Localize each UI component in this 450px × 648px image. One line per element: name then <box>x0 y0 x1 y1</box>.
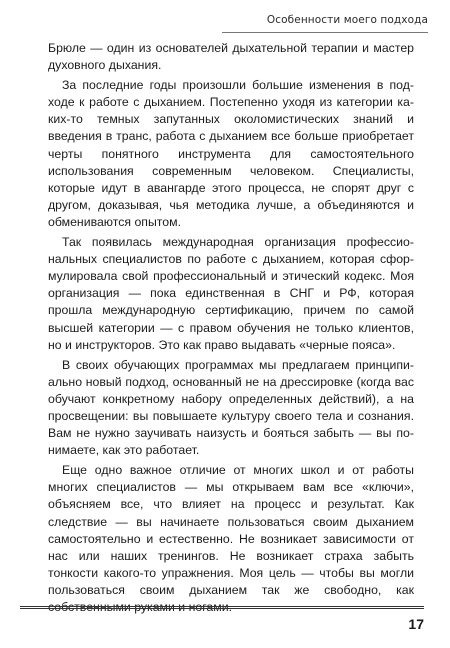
paragraph-3: Так появилась международная организация профессиональных специалистов по работе с дыханием, которая сформулировала свой профессиональный и этический кодекс. Моя организация — пока единственная в СНГ и РФ, которая прошла международную сертификацию, причем по самой высшей категории — с правом обучения не только клиентов, но и инструкторов. Это как право выдавать «черные пояса». <box>48 235 414 352</box>
header-divider <box>222 32 428 33</box>
paragraph-2: За последние годы произошли большие изменения в подходе к работе с дыханием. Постепенно уходя из категории каких-то темных запутанных околомистических знаний и введения в транс, работа с дыханием все больше приобретает черты понятного инструмента для самостоятельного использования современным человеком. Специалисты, которые идут в авангарде этого процесса, не спорят друг с другом, доказывая, чья методика лучше, а объединяются и обмениваются опытом. <box>48 78 414 229</box>
page-number: 17 <box>408 616 424 632</box>
paragraph-4: В своих обучающих программах мы предлагаем принципиально новый подход, основанный не на дрессировке (когда вас обучают конкретному набору определенных действий), а на просвещении: вы повышаете культуру своего тела и сознания. Вам не нужно заучивать наизусть и бояться забыть — вы понимаете, как это работает. <box>48 357 414 458</box>
paragraph-1: Брюле — один из основателей дыхательной терапии и мастер духовного дыхания. <box>48 41 414 73</box>
footer-divider <box>20 606 424 609</box>
body-text <box>48 40 414 619</box>
running-header-title: Особенности моего подхода <box>266 14 428 26</box>
paragraph-5: Еще одно важное отличие от многих школ и от работы многих специалистов — мы открываем вам все «ключи», объясняем все, что влияет на процесс и результат. Как следствие — вы начинаете пользоваться своим дыханием самостоятельно и естественно. Не возникает зависимости от нас или наших тренингов. Не возникает страха забыть тонкости какого-то упражнения. Моя цель — чтобы вы могли пользоваться своим дыханием так же свободно, как собственными руками и ногами. <box>48 463 414 614</box>
